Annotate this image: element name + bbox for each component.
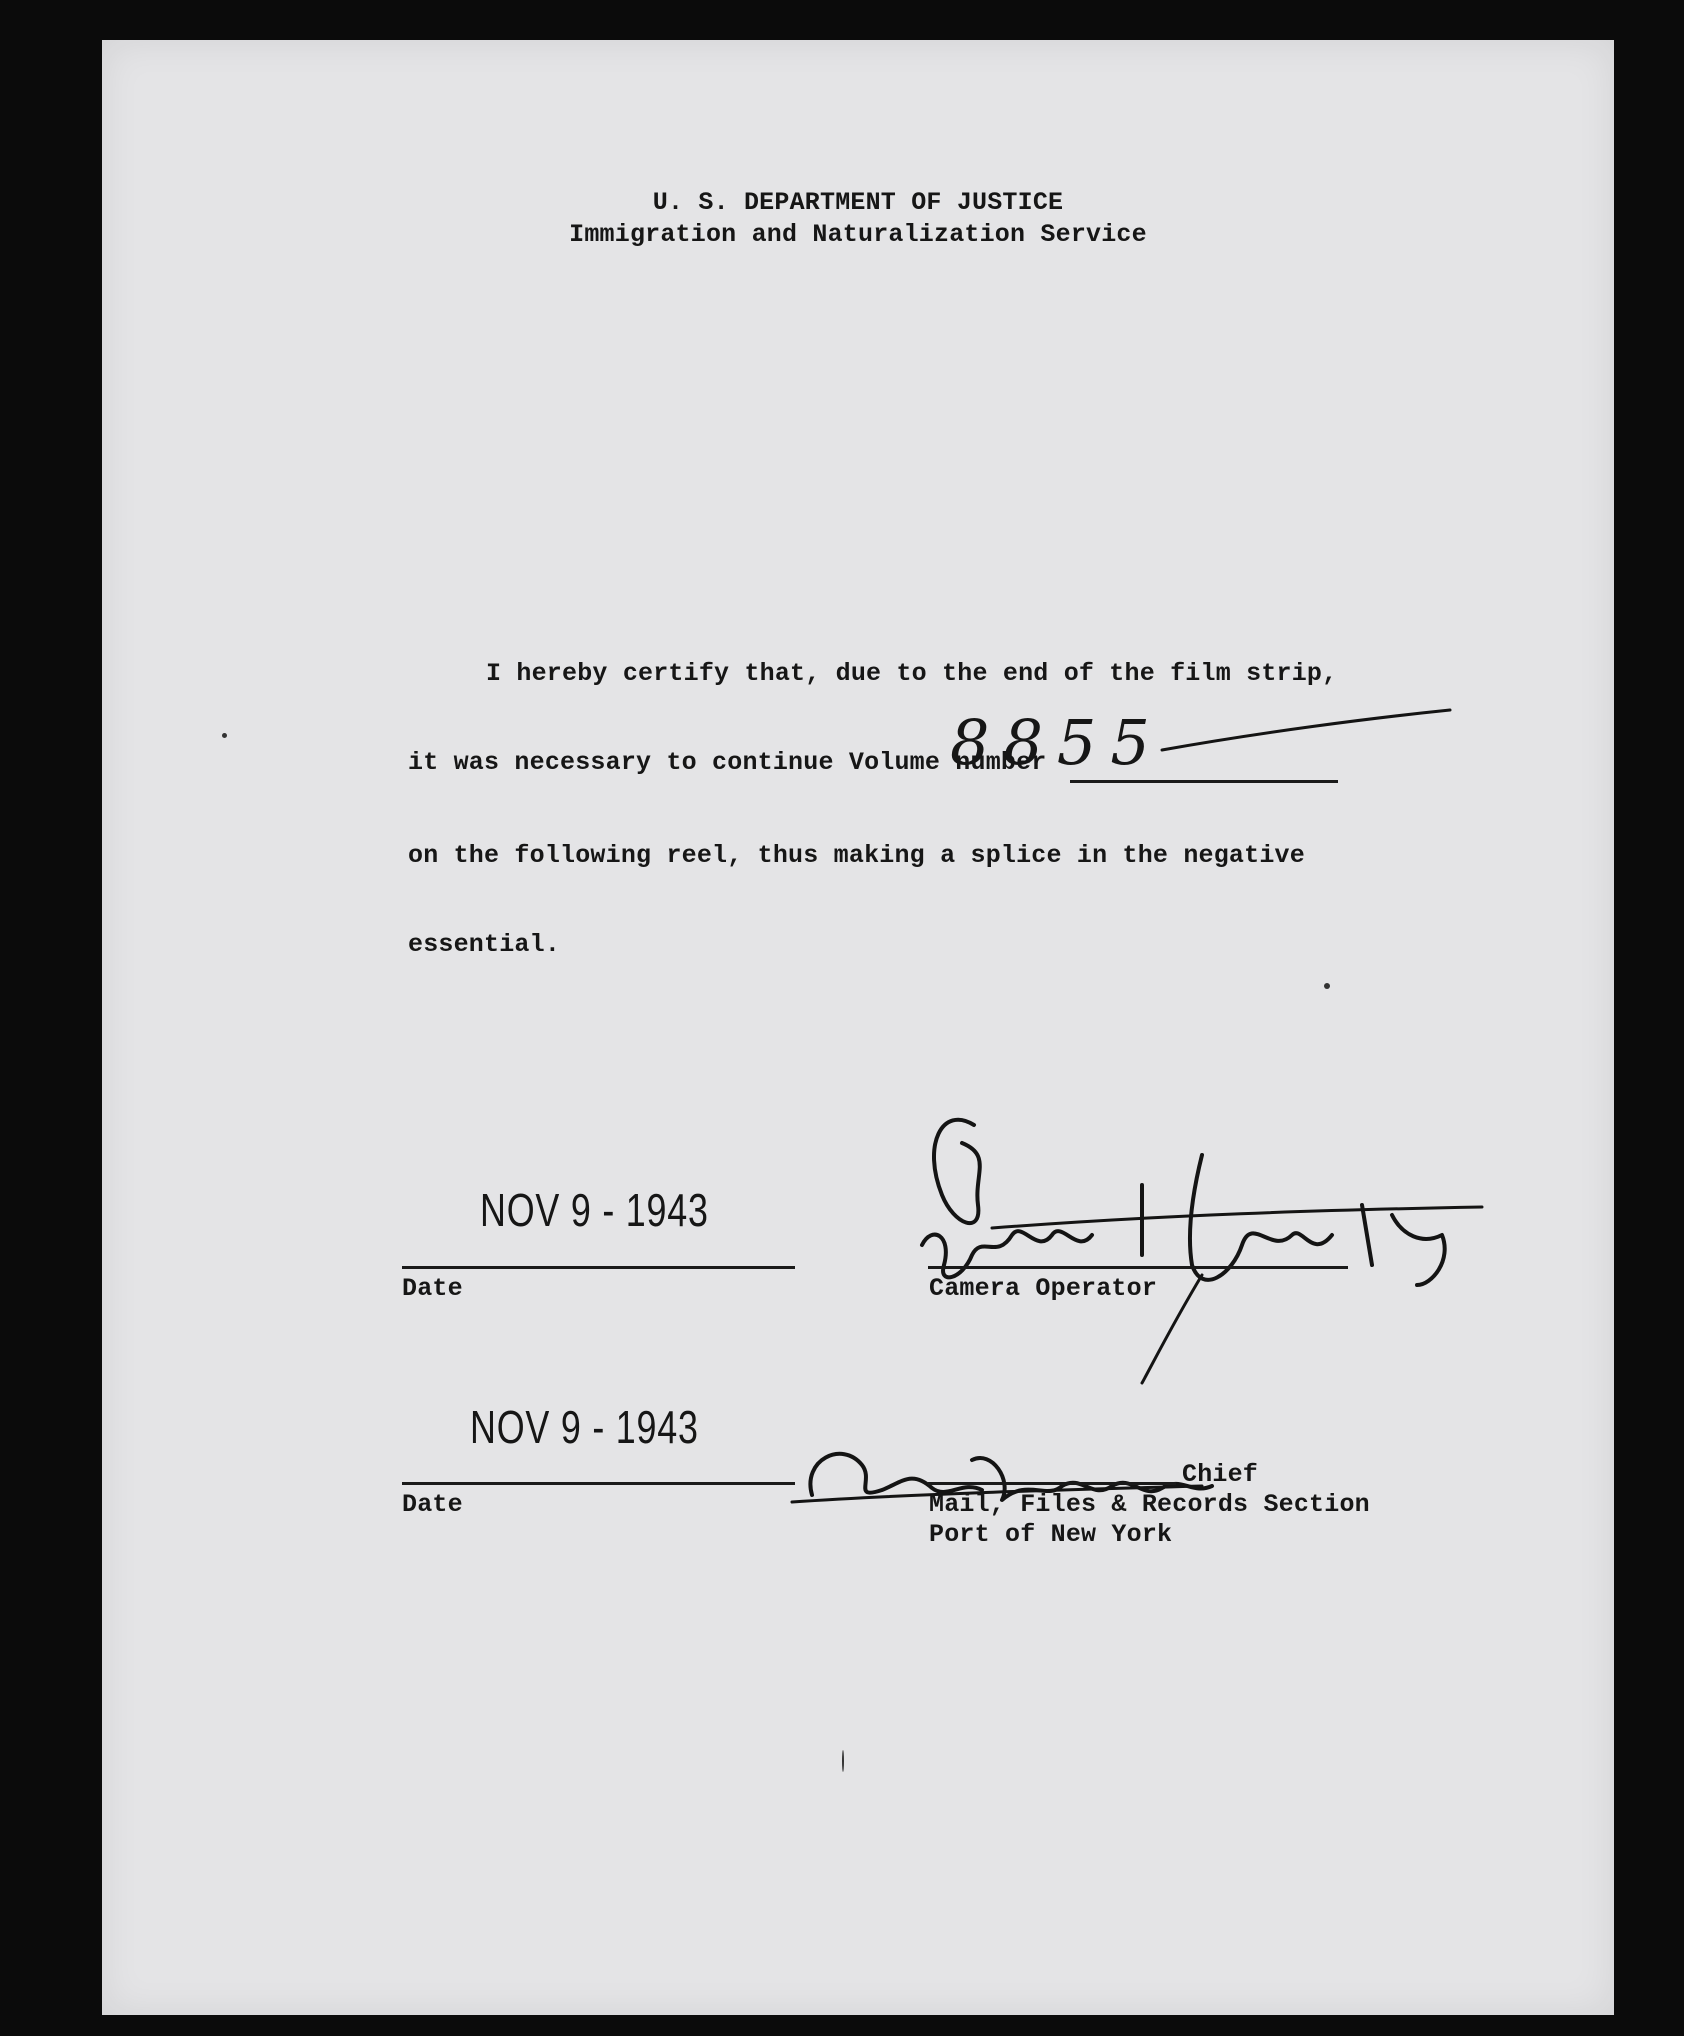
chief-port-title: Port of New York xyxy=(929,1520,1173,1549)
agency-heading: U. S. DEPARTMENT OF JUSTICE xyxy=(652,188,1064,217)
volume-number-handwritten: 8855 xyxy=(950,706,1164,779)
document-page xyxy=(102,40,1614,2015)
camera-operator-date-line xyxy=(402,1266,795,1269)
certification-line-2: it was necessary to continue Volume number xyxy=(408,748,1047,777)
camera-operator-signature xyxy=(902,1085,1502,1385)
certification-line-4: essential. xyxy=(408,930,561,959)
chief-section-title: Mail, Files & Records Section xyxy=(929,1490,1370,1519)
camera-operator-signature-line xyxy=(928,1266,1348,1269)
chief-date-label: Date xyxy=(402,1490,463,1519)
scan-speck xyxy=(222,733,227,738)
camera-operator-label: Camera Operator xyxy=(929,1274,1158,1303)
camera-operator-date-stamp: NOV 9 - 1943 xyxy=(480,1184,709,1236)
chief-date-stamp xyxy=(470,1400,699,1454)
chief-date-line xyxy=(402,1482,795,1485)
scan-speck xyxy=(1324,983,1330,989)
volume-number-stroke xyxy=(1142,700,1462,760)
camera-operator-date-label: Date xyxy=(402,1274,463,1303)
chief-date-stamp-text: NOV 9 - 1943 xyxy=(470,1401,699,1453)
certification-line-3: on the following reel, thus making a splice in the negative xyxy=(408,841,1305,870)
scan-speck xyxy=(842,1750,844,1772)
chief-signature-line xyxy=(928,1482,1176,1485)
service-heading: Immigration and Naturalization Service xyxy=(569,220,1147,249)
certification-line-1: I hereby certify that, due to the end of the film strip, xyxy=(486,659,1338,688)
volume-number-underline xyxy=(1070,780,1338,783)
chief-title: Chief xyxy=(1182,1460,1259,1489)
